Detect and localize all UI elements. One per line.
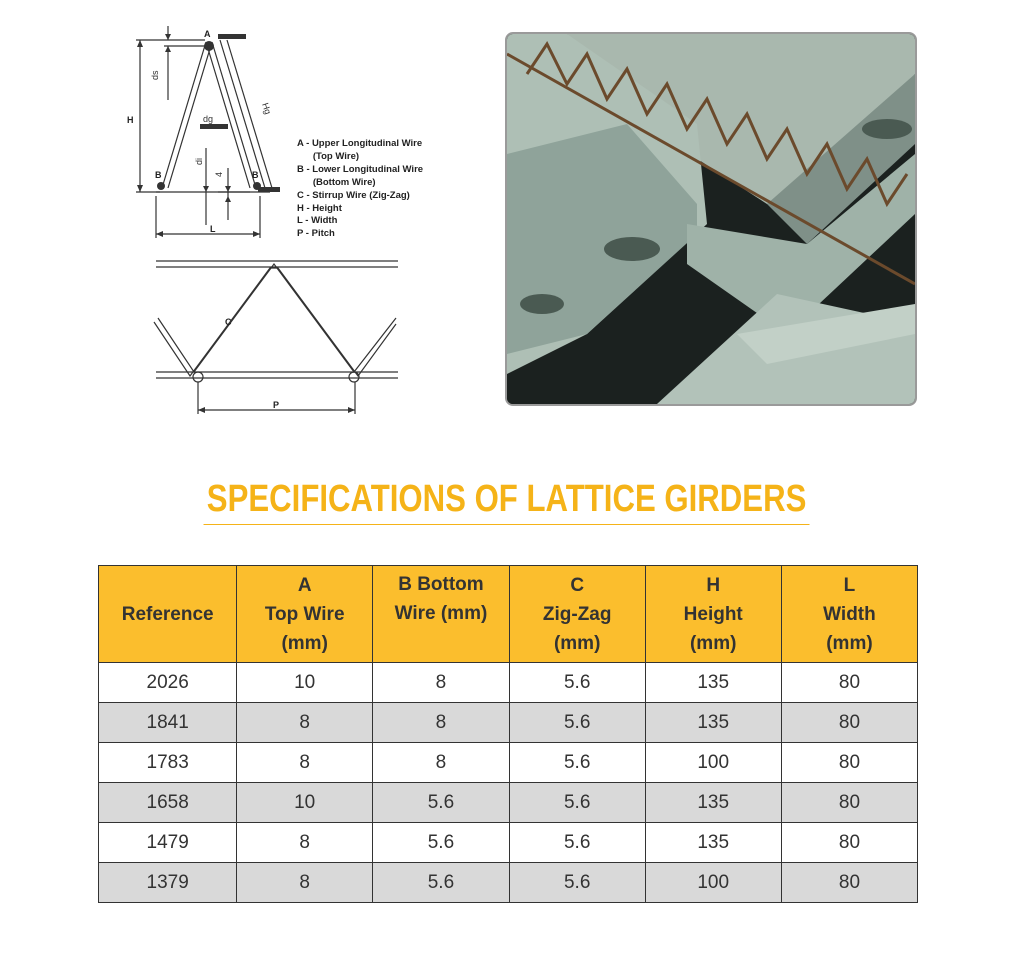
- table-row: [99, 703, 918, 743]
- cell-reference: 1841: [99, 703, 237, 743]
- cell-height: 100: [645, 863, 781, 903]
- label-4: 4: [214, 171, 224, 177]
- label-H: H: [127, 115, 134, 125]
- table-row: [99, 783, 918, 823]
- header-width: L Width (mm): [781, 566, 917, 663]
- legend-item: H - Height: [297, 202, 342, 214]
- label-L: L: [210, 224, 216, 234]
- cell-top-wire: 10: [237, 783, 373, 823]
- cell-zig-zag: 5.6: [509, 663, 645, 703]
- page-title: SPECIFICATIONS OF LATTICE GIRDERS: [203, 478, 809, 525]
- table-row: [99, 823, 918, 863]
- cell-top-wire: 8: [237, 823, 373, 863]
- label-dg: dg: [203, 114, 214, 124]
- cell-reference: 1658: [99, 783, 237, 823]
- cell-bottom-wire: 5.6: [373, 863, 510, 903]
- cell-reference: 1479: [99, 823, 237, 863]
- legend-item: (Top Wire): [297, 150, 360, 162]
- legend-item: C - Stirrup Wire (Zig-Zag): [297, 189, 410, 201]
- legend-item: B - Lower Longitudinal Wire: [297, 163, 424, 175]
- label-P: P: [273, 400, 280, 410]
- cell-bottom-wire: 8: [373, 703, 510, 743]
- cell-top-wire: 8: [237, 743, 373, 783]
- page-title-wrapper: [0, 478, 1013, 525]
- table-row: [99, 663, 918, 703]
- cell-zig-zag: 5.6: [509, 863, 645, 903]
- cell-bottom-wire: 5.6: [373, 823, 510, 863]
- cell-top-wire: 8: [237, 703, 373, 743]
- cell-height: 135: [645, 663, 781, 703]
- table-row: [99, 743, 918, 783]
- header-reference: Reference: [99, 566, 237, 663]
- specifications-table: [98, 565, 918, 903]
- label-Hg: Hg: [260, 101, 274, 116]
- legend-item: P - Pitch: [297, 228, 335, 240]
- legend-item: A - Upper Longitudinal Wire: [297, 138, 423, 149]
- header-height: H Height (mm): [645, 566, 781, 663]
- diagram-legend: [297, 138, 423, 241]
- lattice-girder-photo: [505, 32, 917, 406]
- header-zig-zag: C Zig-Zag (mm): [509, 566, 645, 663]
- cell-width: 80: [781, 743, 917, 783]
- header-bottom-wire: B Bottom Wire (mm): [373, 566, 510, 663]
- cell-bottom-wire: 8: [373, 663, 510, 703]
- legend-item: L - Width: [297, 215, 338, 227]
- side-view-diagram: [150, 250, 410, 420]
- label-ds: ds: [150, 70, 160, 80]
- label-di: di: [194, 157, 204, 165]
- cell-width: 80: [781, 783, 917, 823]
- cell-width: 80: [781, 823, 917, 863]
- header-top-wire: A Top Wire (mm): [237, 566, 373, 663]
- cell-height: 135: [645, 703, 781, 743]
- cell-height: 135: [645, 783, 781, 823]
- cell-zig-zag: 5.6: [509, 703, 645, 743]
- cell-zig-zag: 5.6: [509, 743, 645, 783]
- table-row: [99, 863, 918, 903]
- label-A: A: [204, 29, 211, 39]
- cell-height: 100: [645, 743, 781, 783]
- cell-reference: 1379: [99, 863, 237, 903]
- cell-zig-zag: 5.6: [509, 783, 645, 823]
- cell-top-wire: 10: [237, 663, 373, 703]
- cell-zig-zag: 5.6: [509, 823, 645, 863]
- cell-width: 80: [781, 703, 917, 743]
- cell-bottom-wire: 8: [373, 743, 510, 783]
- cell-width: 80: [781, 863, 917, 903]
- cell-reference: 2026: [99, 663, 237, 703]
- label-B-left: B: [155, 170, 162, 180]
- legend-item: (Bottom Wire): [297, 176, 376, 188]
- cell-top-wire: 8: [237, 863, 373, 903]
- table-header-row: [99, 566, 918, 663]
- cell-bottom-wire: 5.6: [373, 783, 510, 823]
- label-B-right: B: [252, 170, 259, 180]
- cell-width: 80: [781, 663, 917, 703]
- cell-height: 135: [645, 823, 781, 863]
- label-C: C: [225, 317, 232, 327]
- cell-reference: 1783: [99, 743, 237, 783]
